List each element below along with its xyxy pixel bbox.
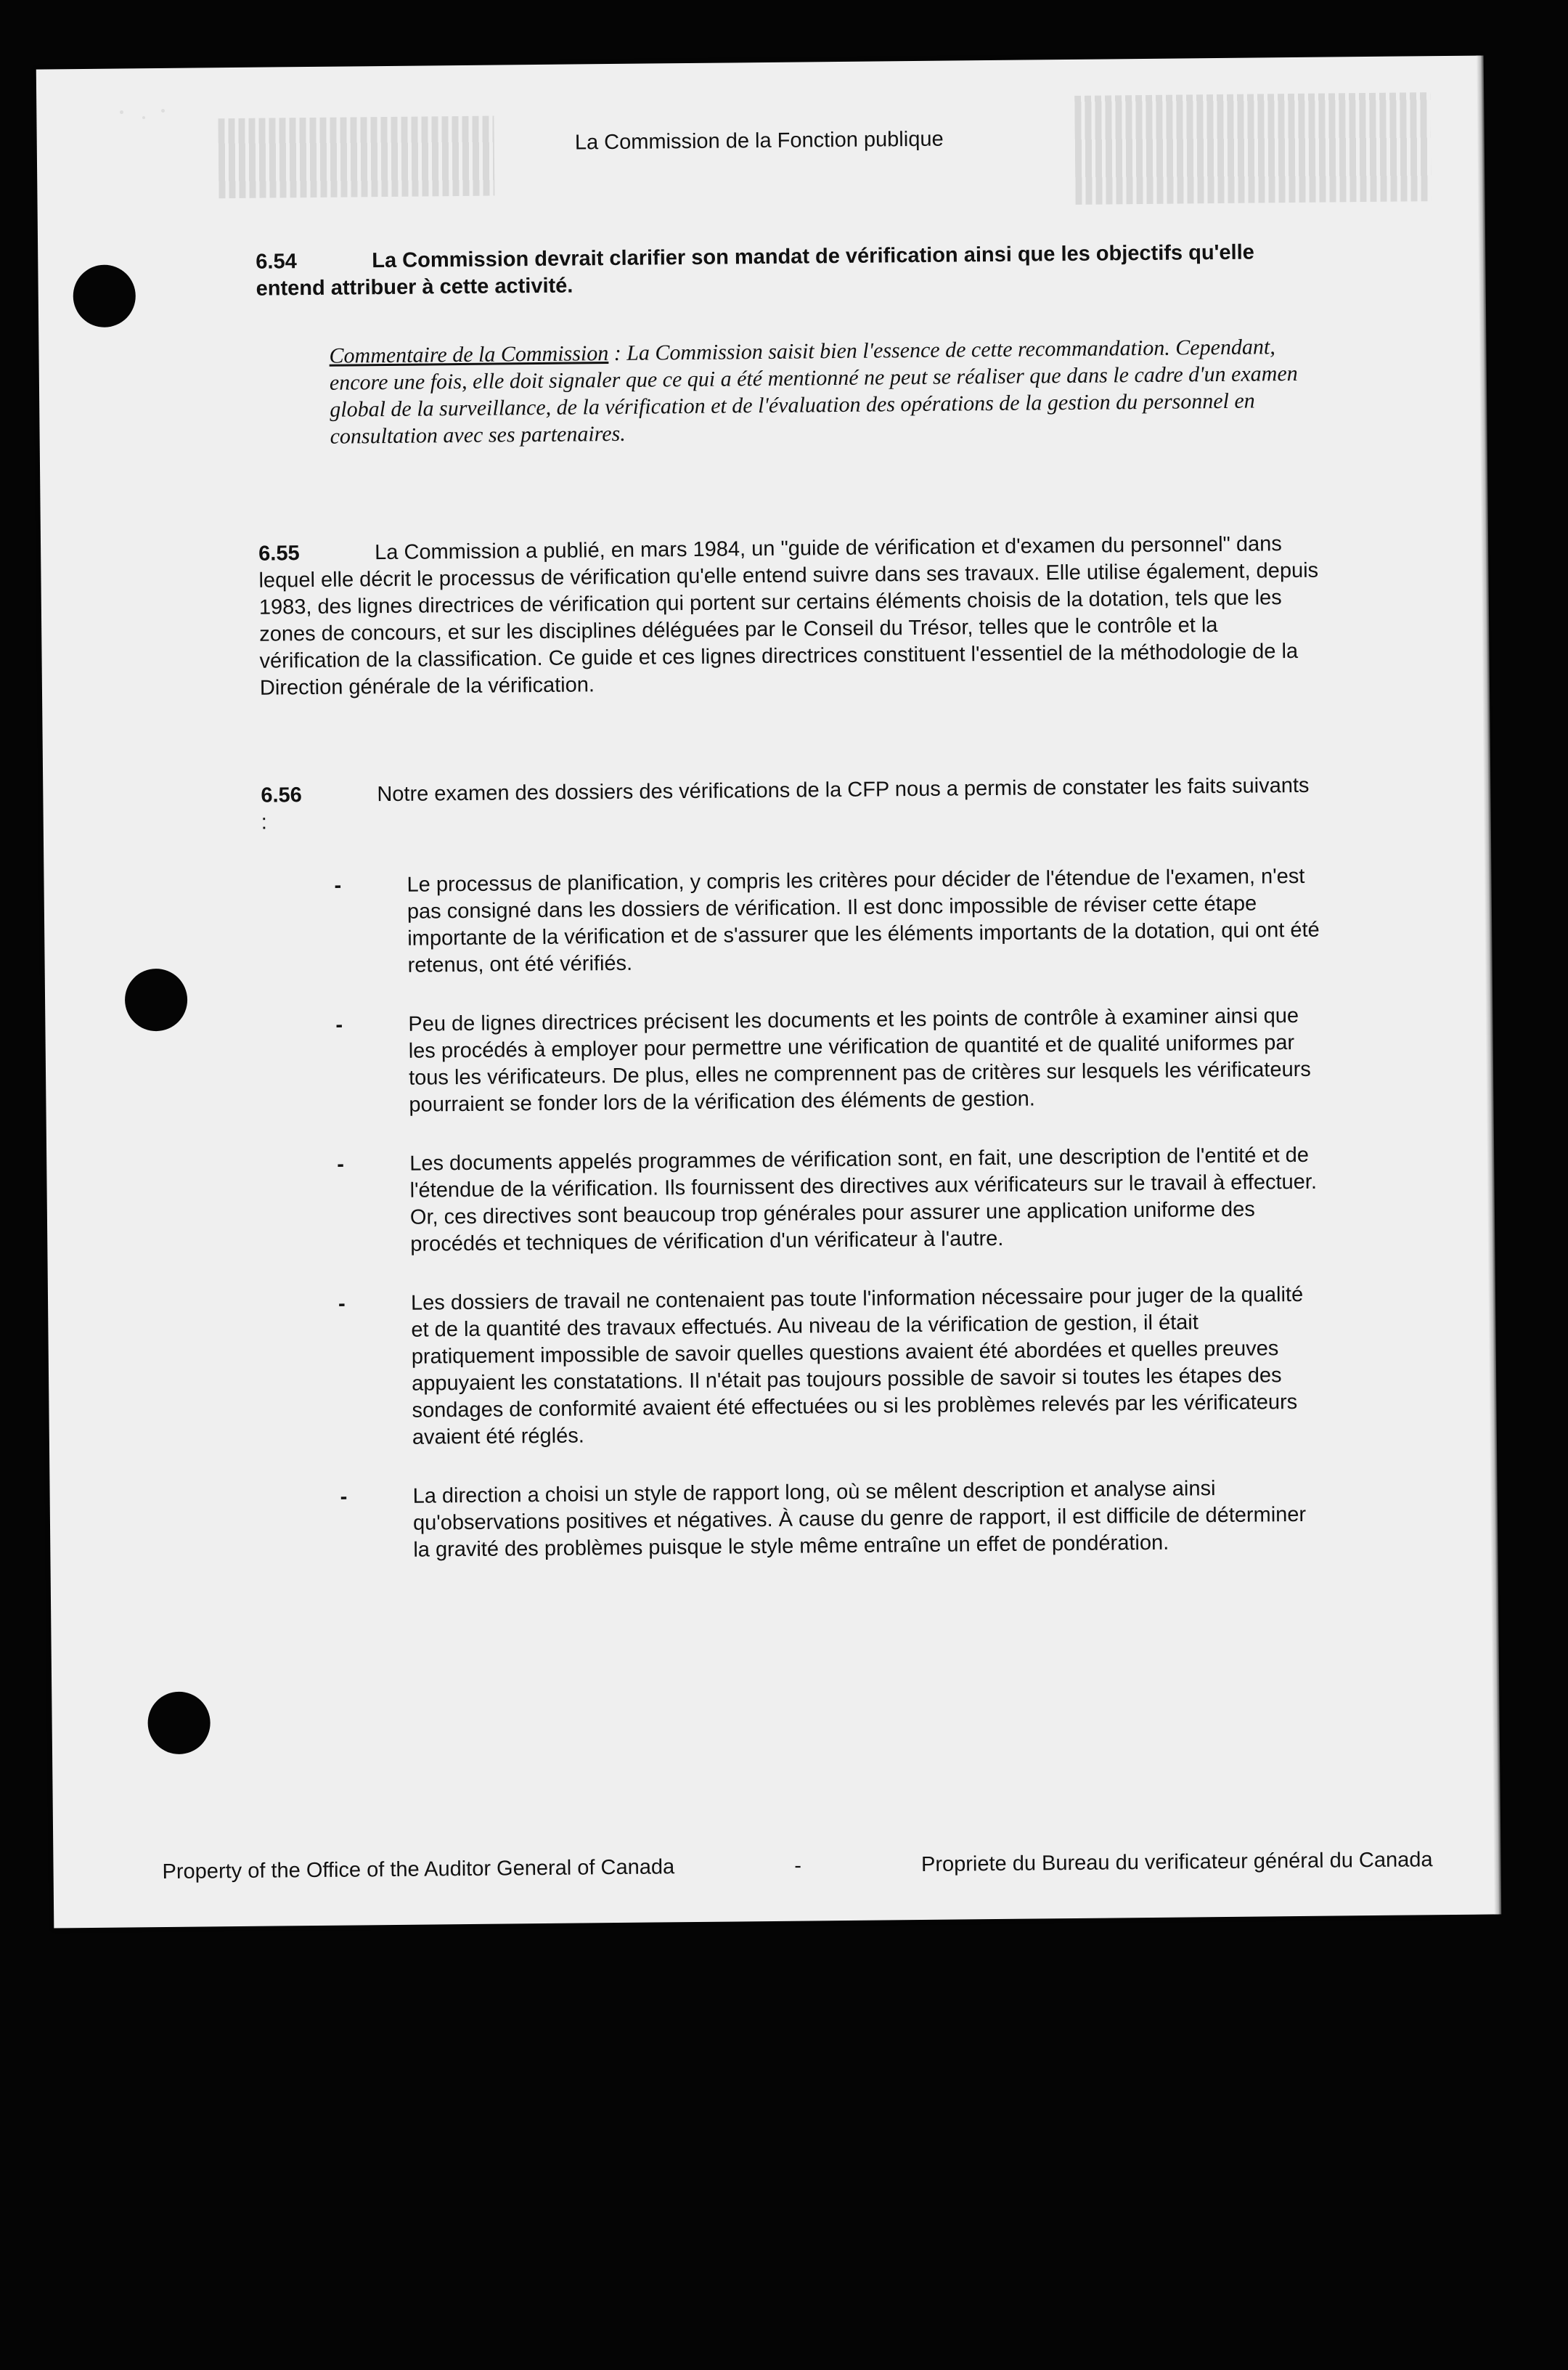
section-6-54	[256, 239, 1316, 303]
list-item: - La direction a choisi un style de rapport long, où se mêlent description et analyse ainsi qu'observations positives et négatives. À cause du genre de rapport, il est difficile de déterminer la gravité des problèmes puisque le style même entraîne un effet de pondération.	[340, 1477, 1307, 1562]
findings-list	[334, 863, 1328, 1597]
section-number: 6.54	[256, 250, 297, 274]
list-item: - Les documents appelés programmes de vérification sont, en fait, une description de l'entité et de l'étendue de la vérification. Ils fournissent des directives aux vérificateurs sur le travail à effectuer. Or, ces directives sont beaucoup trop générales pour assurer une application uniforme des procédés et techniques de vérification d'un vérificateur à l'autre.	[337, 1143, 1318, 1256]
scan-speck	[120, 110, 123, 114]
scan-speck	[142, 116, 145, 119]
bullet-dash-icon: -	[340, 1485, 348, 1509]
page-footer	[162, 1848, 1432, 1884]
bullet-dash-icon: -	[334, 874, 342, 897]
comment-label: Commentaire de la Commission	[329, 341, 609, 368]
punch-hole-top	[73, 264, 136, 327]
page-header: La Commission de la Fonction publique	[574, 127, 944, 155]
bullet-dash-icon: -	[337, 1152, 345, 1176]
scan-speck	[161, 109, 165, 113]
section-number: 6.55	[258, 542, 300, 566]
section-6-55	[258, 531, 1320, 702]
section-text: La Commission a publié, en mars 1984, un "guide de vérification et d'examen du personnel" dans lequel elle décrit le processus de vérification qu'elle entend suivre dans ses travaux. Elle utilise également, depuis 1983, des lignes directrices de vérification qui portent sur certains éléments choisis de la dotation, tels que les zones de concours, et sur les disciplines déléguées par le Conseil du Trésor, telles que le contrôle et la vérification de la classification. Ce guide et ces lignes directrices constituent l'essentiel de la méthodologie de la Direction générale de la vérification.	[258, 532, 1319, 700]
bullet-dash-icon: -	[338, 1292, 346, 1316]
section-text: La Commission devrait clarifier son mandat de vérification ainsi que les objectifs qu'elle entend attribuer à cette activité.	[256, 240, 1255, 301]
footer-french: Propriete du Bureau du verificateur général du Canada	[920, 1848, 1433, 1877]
list-item: - Le processus de planification, y compris les critères pour décider de l'étendue de l'examen, n'est pas consigné dans les dossiers de vérification. Il est donc impossible de réviser cette étape importante de la vérification et de s'assurer que les éléments importants de la dotation, qui ont été retenus, ont été vérifiés.	[334, 864, 1320, 977]
list-item: - Les dossiers de travail ne contenaient pas toute l'information nécessaire pour juger de la qualité et de la quantité des travaux effectués. Au niveau de la vérification de gestion, il était pratiquement impossible de savoir quelles questions avaient été abordées et quelles preuves appuyaient les constatations. Il n'était pas toujours possible de savoir si toutes les étapes des sondages de conformité avaient été effectuées ou si les problèmes relevés par les vérificateurs avaient été réglés.	[338, 1282, 1304, 1449]
section-number: 6.56	[261, 783, 302, 807]
punch-hole-bottom	[147, 1691, 211, 1754]
commission-comment	[329, 333, 1302, 450]
section-6-56	[261, 773, 1321, 836]
list-item: - Peu de lignes directrices précisent les documents et les points de contrôle à examiner ainsi que les procédés à employer pour permettre une vérification de quantité et de qualité uniformes par tous les vérificateurs. De plus, elles ne comprennent pas de critères sur lesquels les vérificateurs pourraient se fonder lors de la vérification des éléments de gestion.	[335, 1003, 1311, 1117]
punch-hole-middle	[125, 969, 188, 1032]
footer-english: Property of the Office of the Auditor General of Canada	[162, 1855, 675, 1884]
footer-separator: -	[794, 1854, 802, 1878]
page-edge-shadow	[1477, 55, 1502, 1914]
document-page	[36, 56, 1498, 1929]
section-text: Notre examen des dossiers des vérifications de la CFP nous a permis de constater les faits suivants :	[261, 773, 1310, 834]
comment-text: : La Commission saisit bien l'essence de cette recommandation. Cependant, encore une fois, elle doit signaler que ce qui a été mentionné ne peut se réaliser que dans le cadre d'un examen global de la surveillance, de la vérification et de l'évaluation des opérations de la gestion du personnel en consultation avec ses partenaires.	[329, 335, 1298, 449]
bullet-dash-icon: -	[335, 1013, 343, 1037]
